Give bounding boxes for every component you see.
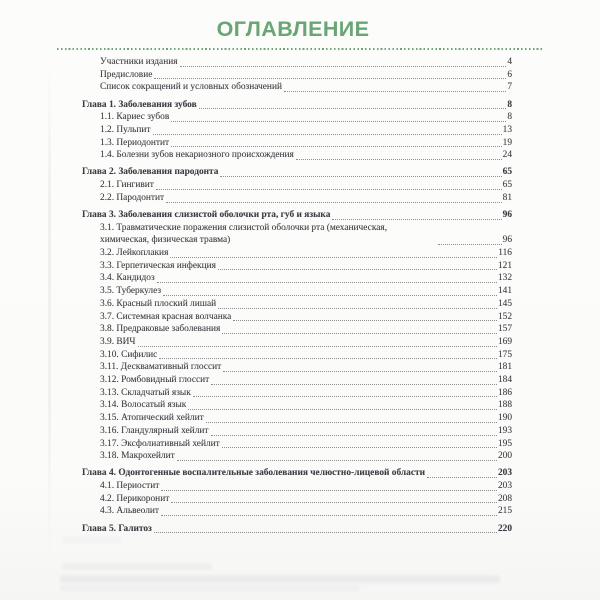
ink-bleed-through: [62, 563, 212, 570]
toc-entry-label: 3.15. Атопический хейлит: [100, 413, 204, 424]
toc-entry: [82, 523, 512, 536]
toc-entry-label: 3.12. Ромбовидный глоссит: [100, 375, 210, 386]
dot-leader: [177, 460, 497, 461]
toc-entry-page: 203: [497, 468, 512, 479]
dot-leader: [199, 108, 507, 109]
toc-entry: [82, 311, 512, 324]
toc-entry: [82, 387, 512, 400]
toc-entry: [82, 56, 512, 69]
toc-entry-page: 157: [497, 324, 512, 335]
toc-entry-page: 193: [497, 425, 512, 436]
dot-leader: [188, 409, 497, 410]
dot-leader: [161, 515, 497, 516]
toc-entry-label: 3.10. Сифилис: [100, 349, 158, 360]
toc-entry: [82, 399, 512, 412]
toc-entry-page: 195: [497, 438, 512, 449]
ink-bleed-through: [60, 575, 500, 583]
toc-entry: [82, 480, 512, 493]
toc-entry-page: 7: [507, 82, 512, 93]
toc-entry-label: 3.13. Складчатый язык: [100, 387, 191, 398]
toc-entry-label: 2.1. Гингивит: [100, 180, 154, 191]
toc-entry: [82, 493, 512, 506]
dot-leader: [138, 346, 497, 347]
toc-entry-page: 121: [497, 260, 512, 271]
dot-leader: [211, 384, 497, 385]
dot-leader: [332, 219, 501, 220]
toc-entry: [82, 374, 512, 387]
dot-leader: [154, 78, 506, 79]
toc-entry-label: 1.2. Пульпит: [100, 124, 151, 135]
toc-entry: [82, 81, 512, 94]
toc-entry-page: 65: [502, 180, 512, 191]
dot-leader: [166, 202, 501, 203]
toc-entry-page: 65: [502, 167, 512, 178]
ink-bleed-through: [62, 537, 122, 543]
toc-entry-page: 200: [497, 451, 512, 462]
dot-leader: [218, 269, 497, 270]
toc-entry: [82, 222, 512, 247]
dot-leader: [233, 320, 497, 321]
dot-leader: [163, 295, 497, 296]
toc-entry: [82, 166, 512, 179]
toc-entry-label: 3.18. Макрохейлит: [100, 451, 175, 462]
dot-leader: [156, 189, 502, 190]
dot-leader: [153, 134, 502, 135]
dot-leader: [171, 146, 501, 147]
toc-entry: [82, 505, 512, 518]
toc-entry-page: 8: [507, 112, 512, 123]
toc-entry-page: 208: [497, 493, 512, 504]
dot-leader: [171, 121, 506, 122]
toc-entry-label: 3.17. Эксфолиативный хейлит: [100, 438, 220, 449]
toc-entry: [82, 111, 512, 124]
toc-entry-label: 3.11. Десквамативный глоссит: [100, 362, 222, 373]
dot-leader: [296, 159, 502, 160]
toc-entry-page: 145: [497, 298, 512, 309]
toc-entry: [82, 272, 512, 285]
toc-entry-page: 96: [502, 209, 512, 220]
toc-entry-label: Список сокращений и условных обозначений: [100, 82, 282, 93]
dot-leader: [206, 422, 497, 423]
toc-entry: [82, 412, 512, 425]
dot-leader: [161, 490, 497, 491]
dot-leader: [180, 66, 507, 67]
toc-entry-label: Глава 4. Одонтогенные воспалительные заболевания челюстно-лицевой области: [82, 468, 426, 479]
toc-entry: [82, 361, 512, 374]
dot-leader: [222, 447, 497, 448]
toc-entry-label: 2.2. Пародонтит: [100, 192, 165, 203]
toc-entry-label: 3.16. Гландулярный хейлит: [100, 425, 209, 436]
toc-entry: [82, 69, 512, 82]
dot-leader: [218, 308, 497, 309]
toc-entry-page: 8: [507, 99, 512, 110]
toc-entry-label: Участники издания: [100, 57, 178, 67]
toc-entry: [82, 298, 512, 311]
toc-entry-label: 3.14. Волосатый язык: [100, 400, 187, 411]
toc-entry: [82, 209, 512, 222]
toc-entry-label: 3.7. Системная красная волчанка: [100, 311, 232, 322]
toc-entry: [82, 336, 512, 349]
toc-entry-page: 186: [497, 387, 512, 398]
toc-entry-label: 3.5. Туберкулез: [100, 286, 162, 297]
toc-entry: [82, 323, 512, 336]
toc-entry: [82, 349, 512, 362]
toc-entry-page: 132: [497, 273, 512, 284]
toc-entry-page: 96: [502, 235, 512, 246]
dot-leader: [222, 333, 497, 334]
dot-leader: [157, 282, 497, 283]
dot-leader: [193, 396, 497, 397]
dot-leader: [220, 176, 501, 177]
dot-leader: [284, 91, 506, 92]
toc-entry: [82, 137, 512, 150]
dot-leader: [171, 502, 497, 503]
toc-entry-label: 3.8. Предраковые заболевания: [100, 324, 221, 335]
toc-entry: [82, 467, 512, 480]
dot-leader: [427, 477, 497, 478]
toc-entry-label: Предисловие: [100, 69, 153, 80]
dot-leader: [170, 257, 497, 258]
dot-leader: [211, 435, 497, 436]
toc-entry: [82, 124, 512, 137]
dot-leader: [154, 532, 497, 533]
ink-bleed-through: [60, 585, 360, 591]
toc-entry-label: 3.1. Травматические поражения слизистой оболочки рта (механическая, химическая, физическая травма): [100, 222, 388, 246]
toc-entry-page: 6: [507, 69, 512, 80]
toc-entry-label: Глава 5. Галитоз: [82, 523, 152, 534]
toc-entry-label: 3.3. Герпетическая инфекция: [100, 260, 216, 271]
toc-entry: [82, 450, 512, 463]
toc-entry-label: 3.6. Красный плоский лишай: [100, 298, 217, 309]
toc-entry-label: 1.4. Болезни зубов некариозного происхождения: [100, 150, 294, 161]
toc-entry-label: 3.4. Кандидоз: [100, 273, 155, 284]
toc-entry-page: 4: [507, 57, 512, 67]
toc-entry-label: 3.9. ВИЧ: [100, 336, 136, 347]
toc-entry-page: 24: [502, 150, 512, 161]
toc-entry-label: Глава 2. Заболевания пародонта: [82, 167, 219, 178]
toc-entry-label: Глава 3. Заболевания слизистой оболочки рта, губ и языка: [82, 209, 331, 220]
toc-entry-label: 3.2. Лейкоплакия: [100, 248, 169, 259]
toc-entry-page: 203: [497, 481, 512, 492]
toc-entry: [82, 149, 512, 162]
dot-leader: [159, 358, 497, 359]
toc-entry-page: 81: [502, 192, 512, 203]
toc-list: [82, 56, 512, 535]
toc-entry-label: 1.3. Периодонтит: [100, 137, 170, 148]
toc-entry-page: 220: [497, 523, 512, 534]
dotted-rule: [57, 48, 543, 50]
page-title: ОГЛАВЛЕНИЕ: [216, 17, 370, 41]
dot-leader: [223, 371, 497, 372]
toc-entry-page: 169: [497, 336, 512, 347]
toc-entry-page: 215: [497, 506, 512, 517]
toc-entry: [82, 179, 512, 192]
toc-entry-label: 4.2. Перикоронит: [100, 493, 170, 504]
toc-entry-page: 152: [497, 311, 512, 322]
toc-entry: [82, 192, 512, 205]
toc-entry-page: 141: [497, 286, 512, 297]
toc-entry: [82, 247, 512, 260]
toc-entry: [82, 285, 512, 298]
toc-entry-page: 13: [502, 124, 512, 135]
toc-entry-label: 4.1. Периостит: [100, 481, 160, 492]
toc-entry-label: 1.1. Кариес зубов: [100, 112, 170, 123]
toc-entry-page: 184: [497, 375, 512, 386]
toc-entry-page: 181: [497, 362, 512, 373]
toc-entry-page: 116: [498, 248, 512, 259]
toc-entry-page: 190: [497, 413, 512, 424]
toc-entry: [82, 99, 512, 112]
toc-entry-label: Глава 1. Заболевания зубов: [82, 99, 197, 110]
toc-entry-page: 19: [502, 137, 512, 148]
toc-entry: [82, 260, 512, 273]
toc-entry-label: 4.3. Альвеолит: [100, 506, 160, 517]
toc-entry: [82, 425, 512, 438]
toc-entry: [82, 438, 512, 451]
dot-leader: [438, 244, 502, 245]
page-edge-shadow: [48, 60, 51, 560]
toc-entry-page: 188: [497, 400, 512, 411]
toc-entry-page: 175: [497, 349, 512, 360]
